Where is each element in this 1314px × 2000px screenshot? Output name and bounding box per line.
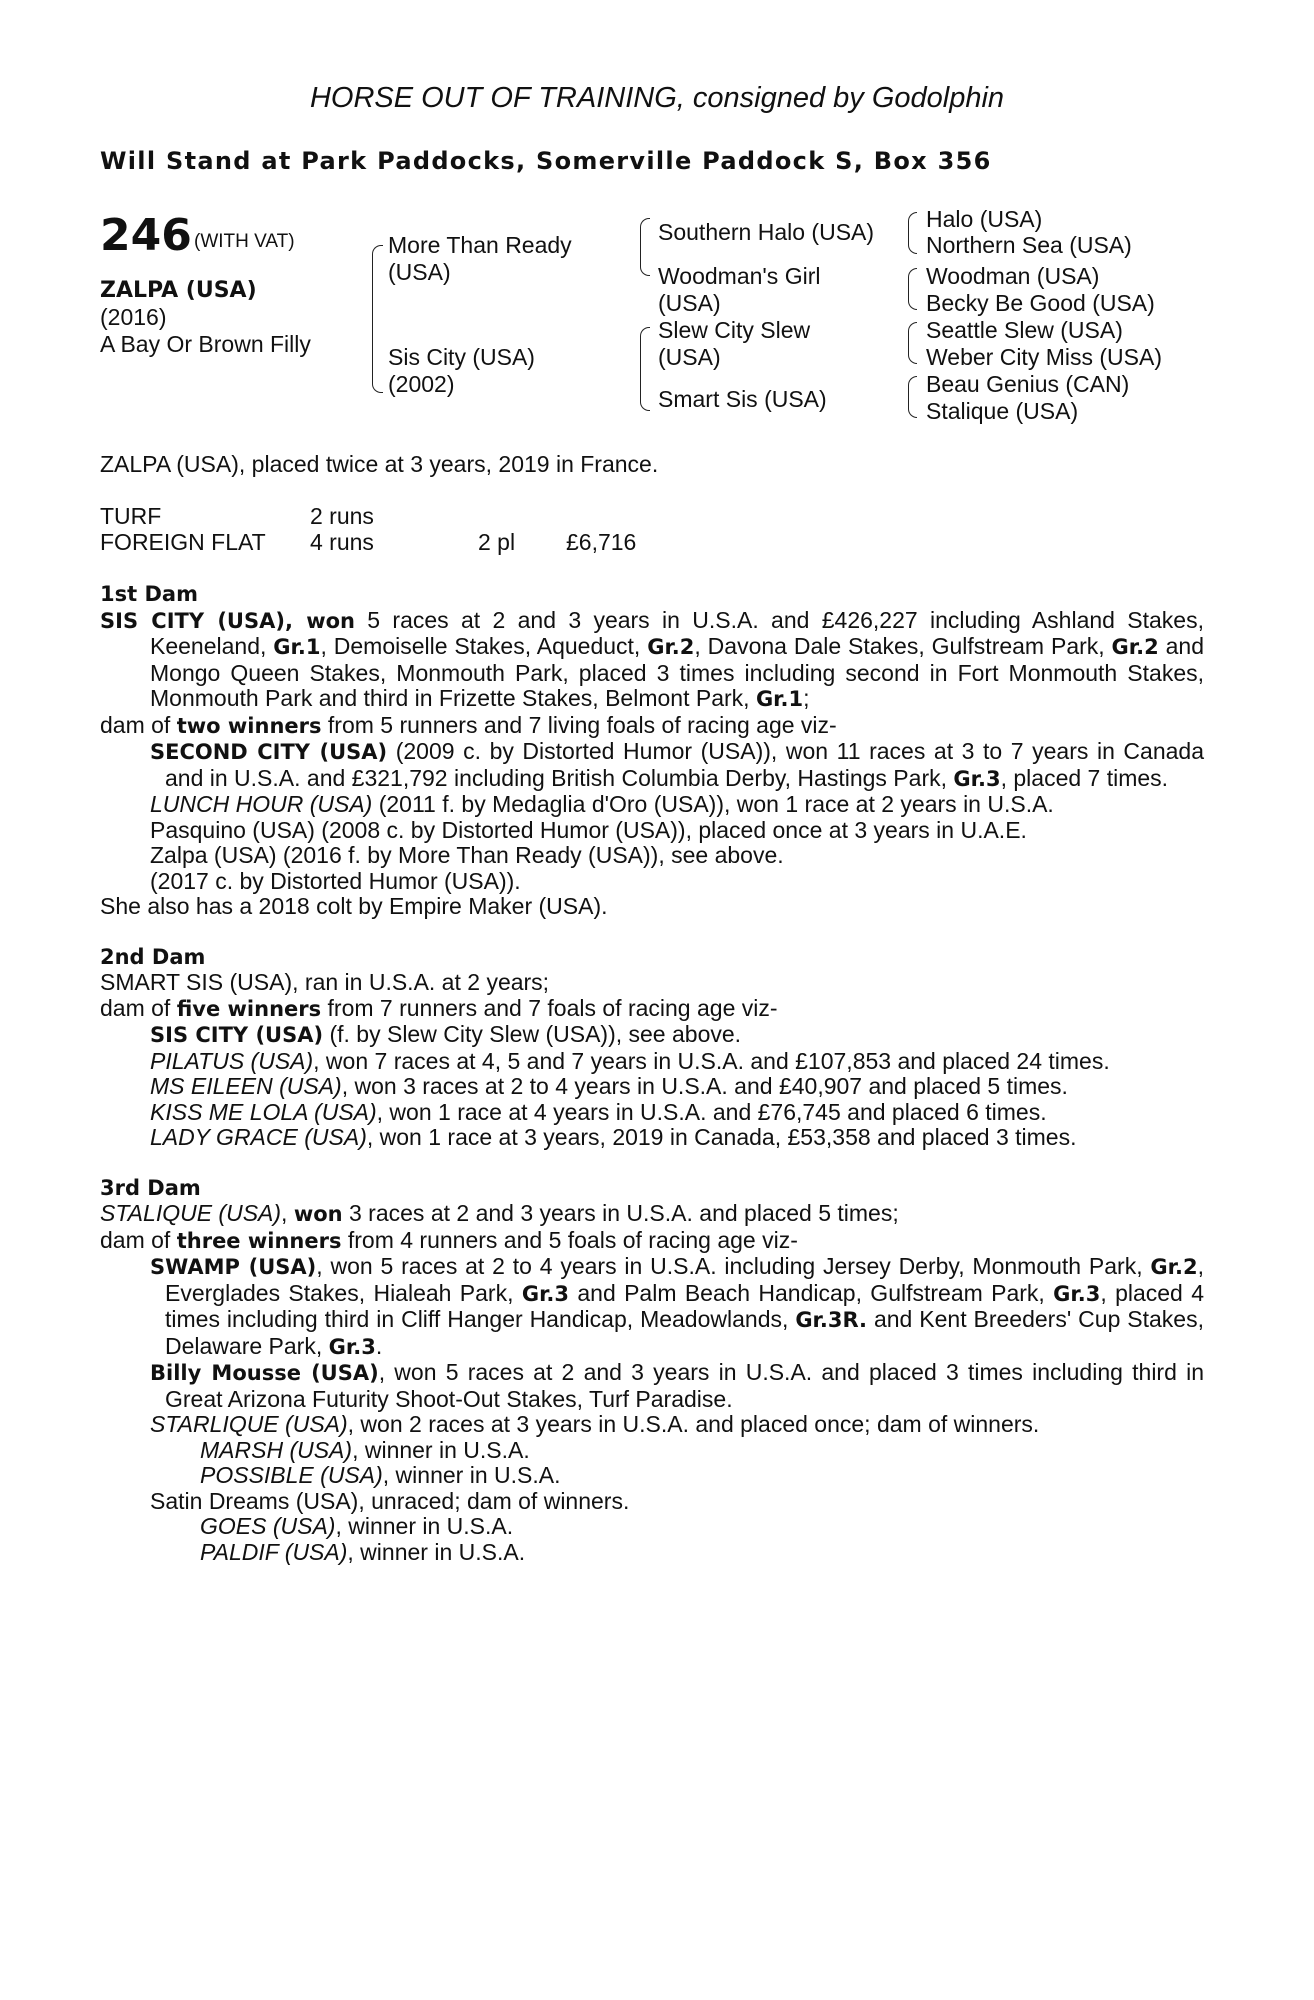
record-foreign-label: FOREIGN FLAT [100,529,266,555]
produce-name: Billy Mousse (USA) [150,1361,379,1385]
produce-name: GOES (USA) [200,1513,336,1539]
third-dam-produce-summary [100,1228,1204,1255]
family-details [100,582,1204,1565]
produce-text: , winner in U.S.A. [382,1462,561,1488]
pedigree-gg-5: Seattle Slew (USA) [926,317,1123,343]
text: 3 races at 2 and 3 years in U.S.A. and placed 5 times; [342,1200,899,1226]
produce-possible [100,1463,1204,1489]
produce-name: MS EILEEN (USA) [150,1073,342,1099]
record-foreign-placed: 2 pl [478,529,516,555]
second-dam-heading: 2nd Dam [100,944,206,969]
first-dam-name: SIS CITY (USA) [100,608,285,633]
winners-count: five winners [176,996,322,1021]
pedigree-gg-6: Weber City Miss (USA) [926,344,1162,370]
horse-description: A Bay Or Brown Filly [100,331,311,357]
lot-number: 246 [100,210,192,261]
produce-zalpa: Zalpa (USA) (2016 f. by More Than Ready (USA)), see above. [150,842,784,868]
produce-text: (f. by Slew City Slew (USA)), see above. [323,1021,742,1047]
produce-text: , winner in U.S.A. [335,1513,514,1539]
produce-marsh [100,1438,1204,1464]
winners-count: three winners [176,1228,342,1253]
produce-lunch-hour [100,792,1204,818]
horse-name: ZALPA (USA) [100,278,257,303]
first-dam-produce-summary [100,713,1204,740]
record-text: ; [803,685,810,711]
produce-text: , winner in U.S.A. [347,1538,526,1565]
record-foreign-runs: 4 runs [310,529,374,555]
grade: Gr.2 [1150,1255,1198,1279]
produce-pasquino: Pasquino (USA) (2008 c. by Distorted Humor (USA)), placed once at 3 years in U.A.E. [150,816,1027,843]
pedigree-brace-dam-parents [640,327,650,411]
produce-text: and Kent Breeders' Cup Stakes, Delaware Park, [165,1306,1204,1359]
grade: Gr.3 [328,1334,376,1359]
produce-name: POSSIBLE (USA) [200,1462,383,1488]
record-text: and Mongo Queen Stakes, Monmouth Park, placed 3 times including second in Fort Monmouth Stakes, Monmouth Park and third in Frizette Stakes, Belmont Park, [150,633,1205,711]
pedigree-brace-3 [908,322,917,364]
produce-text: , won 1 race at 3 years, 2019 in Canada, £53,358 and placed 3 times. [366,1124,1077,1150]
pedigree-brace-2 [908,268,917,310]
produce-name: SIS CITY (USA) [150,1023,324,1047]
pedigree-dam-sire-country: (USA) [658,344,721,370]
produce-starlique [100,1412,1204,1438]
third-dam-record [100,1201,1204,1228]
produce-text: , won 1 race at 4 years in U.S.A. and £76,745 and placed 6 times. [376,1098,1047,1125]
produce-text: (2009 c. by Distorted Humor (USA)), won 11 races at 3 to 7 years in Canada and in U.S.A. and £321,792 including British Columbia Derby, Hastings Park, [165,738,1205,791]
produce-paldif [100,1540,1204,1566]
pedigree-brace-sire-dam [372,245,383,393]
produce-text: , winner in U.S.A. [352,1436,530,1463]
produce-text: , placed 7 times. [1000,764,1169,791]
third-dam-name: STALIQUE (USA) [100,1200,282,1226]
pedigree-dam-sire: Slew City Slew [658,317,811,343]
pedigree-gg-1: Halo (USA) [926,206,1043,232]
grade: Gr.3R. [795,1308,868,1332]
second-dam-record: SMART SIS (USA), ran in U.S.A. at 2 years; [100,969,550,995]
produce-kiss-me-lola [100,1100,1204,1126]
grade: Gr.2 [1111,635,1159,659]
produce-text: , won 3 races at 2 to 4 years in U.S.A. and £40,907 and placed 5 times. [341,1073,1068,1099]
produce-sis-city [100,1022,1204,1049]
produce-2018-colt: She also has a 2018 colt by Empire Maker (USA). [100,893,608,919]
pedigree-sire: More Than Ready [388,232,572,258]
pedigree-dam-dam: Smart Sis (USA) [658,386,827,412]
produce-text: , Everglades Stakes, Hialeah Park, [165,1253,1204,1306]
text: from 4 runners and 5 foals of racing age viz- [341,1226,798,1253]
pedigree-sire-dam: Woodman's Girl [658,263,821,289]
grade: Gr.3 [953,766,1001,791]
produce-text: , won 5 races at 2 and 3 years in U.S.A. and placed 3 times including third in Great Arizona Futurity Shoot-Out Stakes, Turf Paradise. [165,1359,1204,1412]
produce-name: MARSH (USA) [200,1436,353,1463]
produce-name: LUNCH HOUR (USA) [150,791,373,817]
winners-count: two winners [176,713,322,738]
produce-billy-mousse [100,1360,1204,1412]
pedigree-brace-1 [908,212,917,254]
text: dam of [100,1226,177,1253]
produce-name: STARLIQUE (USA) [150,1411,348,1437]
produce-ms-eileen [100,1074,1204,1100]
produce-name: PALDIF (USA) [200,1538,348,1565]
produce-2017-colt: (2017 c. by Distorted Humor (USA)). [150,867,521,894]
third-dam-heading: 3rd Dam [100,1175,201,1200]
pedigree-gg-3: Woodman (USA) [926,263,1100,289]
grade: Gr.3 [1053,1281,1101,1306]
produce-text: and Palm Beach Handicap, Gulfstream Park, [569,1279,1054,1306]
record-text: , Davona Dale Stakes, Gulfstream Park, [694,633,1112,659]
record-text: , Demoiselle Stakes, Aqueduct, [320,633,648,659]
produce-second-city [100,739,1204,792]
stand-location: Will Stand at Park Paddocks, Somerville Paddock S, Box 356 [100,147,992,175]
race-summary: ZALPA (USA), placed twice at 3 years, 2019 in France. [100,451,659,477]
pedigree-brace-sire-parents [640,218,650,276]
pedigree-gg-4: Becky Be Good (USA) [926,290,1155,316]
pedigree-brace-4 [908,376,917,418]
pedigree-gg-2: Northern Sea (USA) [926,232,1132,258]
pedigree-dam-year: (2002) [388,371,455,397]
text: from 7 runners and 7 foals of racing age viz- [321,994,778,1021]
produce-lady-grace [100,1125,1204,1151]
grade: Gr.3 [521,1281,570,1306]
vat-note: (WITH VAT) [194,231,295,252]
second-dam-produce-summary [100,996,1204,1023]
first-dam-won: won [306,608,355,633]
grade: Gr.1 [273,635,321,659]
produce-text: (2011 f. by Medaglia d'Oro (USA)), won 1 race at 2 years in U.S.A. [372,791,1054,817]
pedigree-dam: Sis City (USA) [388,344,535,370]
produce-text: , won 5 races at 2 to 4 years in U.S.A. including Jersey Derby, Monmouth Park, [316,1253,1151,1279]
record-turf-runs: 2 runs [310,503,374,529]
produce-name: PILATUS (USA) [150,1047,314,1074]
foaling-year: (2016) [100,304,167,330]
text: , [281,1200,294,1226]
pedigree-gg-7: Beau Genius (CAN) [926,371,1130,397]
first-dam-record: SIS CITY (USA), won 5 races at 2 and 3 years in U.S.A. and £426,227 including Ashland Stakes, Keeneland, Gr.1, Demoiselle Stakes, Aqueduct, Gr.2, Davona Dale Stakes, Gulfstream Park, Gr.2 and Mongo Queen Stakes, Monmouth Park, placed 3 times including second in Fort Monmouth Stakes, Monmouth Park and third in Frizette Stakes, Belmont Park, Gr.1; [100,606,1205,711]
produce-name: KISS ME LOLA (USA) [150,1098,377,1125]
produce-pilatus [100,1049,1204,1075]
produce-text: . [375,1332,383,1359]
produce-goes [100,1514,1204,1540]
produce-text: , won 7 races at 4, 5 and 7 years in U.S.A. and £107,853 and placed 24 times. [313,1047,1110,1074]
produce-text: , placed 4 times including third in Cliff Hanger Handicap, Meadowlands, [165,1279,1204,1332]
text: dam of [100,711,177,738]
pedigree-sire-dam-country: (USA) [658,290,721,316]
record-text: 5 races at 2 and 3 years in U.S.A. and £426,227 including Ashland Stakes, Keeneland, [150,606,1204,659]
catalogue-header: HORSE OUT OF TRAINING, consigned by Godolphin [309,82,1005,114]
pedigree-sire-sire: Southern Halo (USA) [658,219,875,245]
produce-satin-dreams: Satin Dreams (USA), unraced; dam of winners. [150,1487,630,1514]
grade: Gr.2 [647,635,695,659]
won: won [293,1202,343,1226]
record-foreign-prize: £6,716 [566,529,637,555]
produce-name: LADY GRACE (USA) [150,1124,367,1150]
first-dam-heading: 1st Dam [100,582,198,606]
record-turf-label: TURF [100,503,162,529]
produce-swamp [100,1254,1204,1360]
produce-name: SECOND CITY (USA) [150,740,388,764]
text: dam of [100,994,177,1021]
grade: Gr.1 [755,687,804,711]
produce-name: SWAMP (USA) [150,1255,317,1279]
pedigree-sire-country: (USA) [388,259,451,285]
pedigree-gg-8: Stalique (USA) [926,398,1079,424]
produce-text: , won 2 races at 3 years in U.S.A. and placed once; dam of winners. [347,1411,1040,1437]
text: from 5 runners and 7 living foals of racing age viz- [321,711,837,738]
